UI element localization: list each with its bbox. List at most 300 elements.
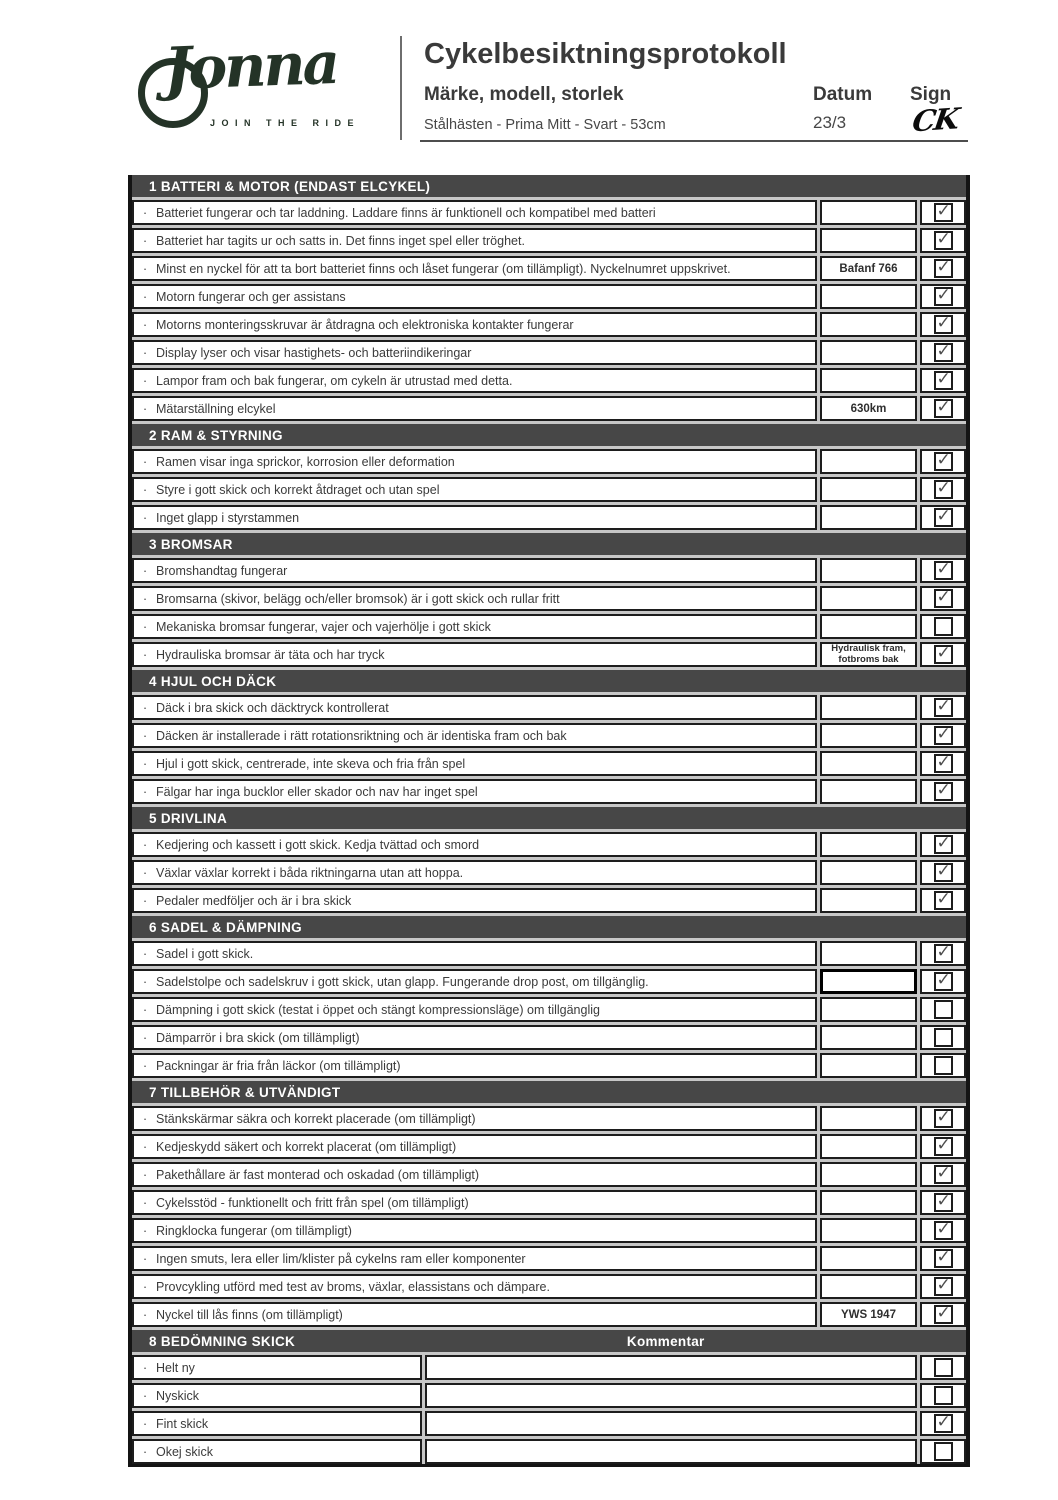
- section-header: [132, 916, 966, 938]
- checkbox[interactable]: [934, 287, 953, 306]
- check-icon: ✓: [936, 1107, 951, 1126]
- check-icon: ✓: [936, 1191, 951, 1210]
- row-label: Nyckel till lås finns (om tillämpligt): [156, 1307, 343, 1322]
- row-text-cell: [132, 1106, 817, 1131]
- checkbox-cell: [920, 832, 966, 857]
- row-label: Hydrauliska bromsar är täta och har tryck: [156, 647, 385, 662]
- table-row: [132, 779, 966, 804]
- bullet-icon: ·: [142, 946, 148, 961]
- sign-label: Sign: [910, 84, 952, 105]
- value-field[interactable]: [820, 695, 917, 720]
- value-field[interactable]: [820, 1106, 917, 1131]
- check-icon: ✓: [936, 724, 951, 743]
- checkbox[interactable]: [934, 399, 953, 418]
- check-icon: ✓: [936, 970, 951, 989]
- checkbox-cell: [920, 695, 966, 720]
- row-text-cell: [132, 832, 817, 857]
- row-text-cell: [132, 340, 817, 365]
- bike-info-value: Stålhästen - Prima Mitt - Svart - 53cm: [424, 117, 666, 133]
- row-text-cell: [132, 368, 817, 393]
- row-text-cell: [132, 1025, 817, 1050]
- date-value: 23/3: [813, 113, 847, 132]
- checkbox-cell: [920, 228, 966, 253]
- row-text-cell: [132, 477, 817, 502]
- inspection-table: [128, 175, 970, 1467]
- row-label: Display lyser och visar hastighets- och batteriindikeringar: [156, 345, 472, 360]
- bullet-icon: ·: [142, 619, 148, 634]
- row-label: Däck i bra skick och däcktryck kontrollerat: [156, 700, 389, 715]
- bullet-icon: ·: [142, 1416, 148, 1431]
- bullet-icon: ·: [142, 893, 148, 908]
- bullet-icon: ·: [142, 1139, 148, 1154]
- checkbox[interactable]: [934, 863, 953, 882]
- row-text-cell: [132, 228, 817, 253]
- table-row: [132, 558, 966, 583]
- checkbox[interactable]: [934, 1249, 953, 1268]
- row-text-cell: [132, 505, 817, 530]
- checkbox-cell: [920, 396, 966, 421]
- checkbox-cell: [920, 1025, 966, 1050]
- checkbox-cell: [920, 1355, 966, 1380]
- check-icon: ✓: [936, 341, 951, 360]
- bullet-icon: ·: [142, 1002, 148, 1017]
- row-label: Motorns monteringsskruvar är åtdragna och elektroniska kontakter fungerar: [156, 317, 574, 332]
- checkbox[interactable]: [934, 1358, 953, 1377]
- row-text-cell: [132, 256, 817, 281]
- checkbox[interactable]: [934, 1028, 953, 1047]
- check-icon: ✓: [936, 1219, 951, 1238]
- value-field[interactable]: [820, 779, 917, 804]
- row-text-cell: [132, 695, 817, 720]
- bullet-icon: ·: [142, 1251, 148, 1266]
- bullet-icon: ·: [142, 1360, 148, 1375]
- value-field[interactable]: [820, 1218, 917, 1243]
- value-field[interactable]: [820, 941, 917, 966]
- row-text-cell: [132, 860, 817, 885]
- bullet-icon: ·: [142, 1111, 148, 1126]
- checkbox-cell: [920, 368, 966, 393]
- row-text-cell: [132, 723, 817, 748]
- section-header: [132, 1330, 966, 1352]
- checkbox[interactable]: [934, 835, 953, 854]
- checkbox-cell: [920, 1246, 966, 1271]
- section-title: 5 DRIVLINA: [149, 810, 228, 826]
- comment-field[interactable]: [425, 1383, 917, 1408]
- row-label: Helt ny: [156, 1360, 195, 1375]
- row-text-cell: [132, 888, 817, 913]
- table-row: [132, 997, 966, 1022]
- value-field[interactable]: [820, 340, 917, 365]
- row-text-cell: [132, 558, 817, 583]
- checkbox[interactable]: [934, 1414, 953, 1433]
- checkbox[interactable]: [934, 371, 953, 390]
- check-icon: ✓: [936, 1275, 951, 1294]
- checkbox-cell: [920, 779, 966, 804]
- table-row: [132, 1025, 966, 1050]
- table-row: [132, 1355, 966, 1380]
- bullet-icon: ·: [142, 756, 148, 771]
- check-icon: ✓: [936, 942, 951, 961]
- checkbox-cell: [920, 723, 966, 748]
- table-row: [132, 368, 966, 393]
- section-title: 3 BROMSAR: [149, 536, 233, 552]
- checkbox[interactable]: [934, 1193, 953, 1212]
- section-header: [132, 533, 966, 555]
- checkbox-cell: [920, 1162, 966, 1187]
- checkbox-cell: [920, 1383, 966, 1408]
- check-icon: ✓: [936, 369, 951, 388]
- table-row: [132, 860, 966, 885]
- row-text-cell: [132, 969, 817, 994]
- row-label: Batteriet har tagits ur och satts in. Det finns inget spel eller tröghet.: [156, 233, 525, 248]
- value-field[interactable]: [820, 888, 917, 913]
- check-icon: ✓: [936, 1135, 951, 1154]
- value-field[interactable]: [820, 832, 917, 857]
- row-label: Pakethållare är fast monterad och oskadad (om tillämpligt): [156, 1167, 480, 1182]
- check-icon: ✓: [936, 229, 951, 248]
- value-field[interactable]: [820, 558, 917, 583]
- row-text-cell: [132, 1190, 817, 1215]
- row-text-cell: [132, 312, 817, 337]
- table-row: [132, 1383, 966, 1408]
- value-field[interactable]: [820, 860, 917, 885]
- checkbox-cell: [920, 1190, 966, 1215]
- section-title: 1 BATTERI & MOTOR (ENDAST ELCYKEL): [149, 178, 431, 194]
- value-field[interactable]: YWS 1947: [820, 1302, 917, 1327]
- row-label: Minst en nyckel för att ta bort batteriet finns och låset fungerar (om tillämpligt). Nyckelnumret uppskrivet.: [156, 261, 731, 276]
- checkbox-cell: [920, 751, 966, 776]
- section-title: 2 RAM & STYRNING: [149, 427, 283, 443]
- checkbox[interactable]: [934, 203, 953, 222]
- check-icon: ✓: [936, 1412, 951, 1431]
- bullet-icon: ·: [142, 1167, 148, 1182]
- row-text-cell: [132, 284, 817, 309]
- bullet-icon: ·: [142, 317, 148, 332]
- table-row: [132, 1134, 966, 1159]
- row-text-cell: [132, 751, 817, 776]
- table-row: [132, 941, 966, 966]
- value-field[interactable]: [820, 1190, 917, 1215]
- checkbox-cell: [920, 586, 966, 611]
- checkbox-cell: [920, 1411, 966, 1436]
- checkbox-cell: [920, 340, 966, 365]
- checkbox[interactable]: [934, 315, 953, 334]
- checkbox[interactable]: [934, 1386, 953, 1405]
- checkbox-cell: [920, 284, 966, 309]
- checkbox-cell: [920, 256, 966, 281]
- date-label: Datum: [813, 84, 873, 105]
- value-field[interactable]: [820, 505, 917, 530]
- table-row: [132, 256, 966, 281]
- check-icon: ✓: [936, 643, 951, 662]
- comment-column-header: Kommentar: [626, 1333, 705, 1349]
- row-label: Dämpning i gott skick (testat i öppet och stängt kompressionsläge) om tillgänglig: [156, 1002, 600, 1017]
- row-text-cell: [132, 1302, 817, 1327]
- checkbox-cell: [920, 200, 966, 225]
- value-field[interactable]: [820, 1246, 917, 1271]
- bullet-icon: ·: [142, 1307, 148, 1322]
- row-label: Pedaler medföljer och är i bra skick: [156, 893, 352, 908]
- checkbox[interactable]: [934, 972, 953, 991]
- bullet-icon: ·: [142, 865, 148, 880]
- bullet-icon: ·: [142, 1279, 148, 1294]
- check-icon: ✓: [936, 257, 951, 276]
- value-field[interactable]: [820, 1134, 917, 1159]
- row-label: Däcken är installerade i rätt rotationsriktning och är identiska fram och bak: [156, 728, 567, 743]
- row-label: Ringklocka fungerar (om tillämpligt): [156, 1223, 352, 1238]
- check-icon: ✓: [936, 559, 951, 578]
- table-row: [132, 340, 966, 365]
- checkbox-cell: [920, 1134, 966, 1159]
- bullet-icon: ·: [142, 289, 148, 304]
- row-label: Lampor fram och bak fungerar, om cykeln är utrustad med detta.: [156, 373, 513, 388]
- row-label: Mekaniska bromsar fungerar, vajer och vajerhölje i gott skick: [156, 619, 491, 634]
- bullet-icon: ·: [142, 345, 148, 360]
- checkbox-cell: [920, 558, 966, 583]
- row-text-cell: [132, 1218, 817, 1243]
- check-icon: ✓: [936, 833, 951, 852]
- table-row: [132, 1439, 966, 1464]
- bullet-icon: ·: [142, 700, 148, 715]
- bullet-icon: ·: [142, 974, 148, 989]
- table-row: [132, 1246, 966, 1271]
- table-row: [132, 723, 966, 748]
- table-row: [132, 614, 966, 639]
- table-row: [132, 832, 966, 857]
- row-label: Ramen visar inga sprickor, korrosion eller deformation: [156, 454, 455, 469]
- table-row: [132, 200, 966, 225]
- bullet-icon: ·: [142, 784, 148, 799]
- comment-field[interactable]: [425, 1439, 917, 1464]
- row-text-cell: [132, 449, 817, 474]
- bullet-icon: ·: [142, 1058, 148, 1073]
- checkbox[interactable]: [934, 343, 953, 362]
- bullet-icon: ·: [142, 1444, 148, 1459]
- check-icon: ✓: [936, 1303, 951, 1322]
- checkbox-cell: [920, 888, 966, 913]
- row-label: Fint skick: [156, 1416, 209, 1431]
- row-text-cell: [132, 1355, 422, 1380]
- value-field[interactable]: 630km: [820, 396, 917, 421]
- checkbox[interactable]: [934, 480, 953, 499]
- comment-field[interactable]: [425, 1411, 917, 1436]
- checkbox-cell: [920, 941, 966, 966]
- value-field[interactable]: [820, 751, 917, 776]
- row-label: Växlar växlar korrekt i båda riktningarna utan att hoppa.: [156, 865, 464, 880]
- check-icon: ✓: [936, 506, 951, 525]
- checkbox[interactable]: [934, 782, 953, 801]
- value-field[interactable]: [820, 1053, 917, 1078]
- value-field[interactable]: [820, 614, 917, 639]
- section-header: [132, 1081, 966, 1103]
- checkbox-cell: [920, 1053, 966, 1078]
- row-label: Kedjeskydd säkert och korrekt placerat (om tillämpligt): [156, 1139, 457, 1154]
- row-label: Styre i gott skick och korrekt åtdraget och utan spel: [156, 482, 440, 497]
- row-label: Provcykling utförd med test av broms, växlar, elassistans och dämpare.: [156, 1279, 550, 1294]
- bullet-icon: ·: [142, 233, 148, 248]
- section-title: 8 BEDÖMNING SKICK: [149, 1333, 296, 1349]
- checkbox-cell: [920, 312, 966, 337]
- table-row: [132, 505, 966, 530]
- row-text-cell: [132, 1053, 817, 1078]
- value-field[interactable]: [820, 1274, 917, 1299]
- checkbox[interactable]: [934, 1109, 953, 1128]
- row-text-cell: [132, 614, 817, 639]
- bullet-icon: ·: [142, 563, 148, 578]
- section-header: [132, 807, 966, 829]
- table-row: [132, 695, 966, 720]
- row-label: Batteriet fungerar och tar laddning. Laddare finns är funktionell och kompatibel med batteri: [156, 205, 656, 220]
- row-text-cell: [132, 941, 817, 966]
- checkbox-cell: [920, 614, 966, 639]
- row-text-cell: [132, 1383, 422, 1408]
- checkbox[interactable]: [934, 698, 953, 717]
- checkbox[interactable]: [934, 1305, 953, 1324]
- section-header: [132, 670, 966, 692]
- bullet-icon: ·: [142, 510, 148, 525]
- row-text-cell: [132, 1162, 817, 1187]
- row-label: Stänkskärmar säkra och korrekt placerade (om tillämpligt): [156, 1111, 476, 1126]
- checkbox-cell: [920, 1218, 966, 1243]
- row-label: Nyskick: [156, 1388, 200, 1403]
- checkbox[interactable]: [934, 1442, 953, 1461]
- value-field[interactable]: [820, 228, 917, 253]
- row-label: Mätarställning elcykel: [156, 401, 276, 416]
- table-row: [132, 396, 966, 421]
- value-field[interactable]: [820, 312, 917, 337]
- value-field[interactable]: [820, 586, 917, 611]
- section-title: 4 HJUL OCH DÄCK: [149, 673, 277, 689]
- checkbox[interactable]: [934, 1221, 953, 1240]
- value-field[interactable]: [820, 969, 917, 994]
- value-field[interactable]: [820, 723, 917, 748]
- check-icon: ✓: [936, 889, 951, 908]
- header-divider: [400, 36, 402, 140]
- checkbox[interactable]: [934, 754, 953, 773]
- value-field[interactable]: [820, 477, 917, 502]
- checkbox[interactable]: [934, 1056, 953, 1075]
- check-icon: ✓: [936, 752, 951, 771]
- row-label: Okej skick: [156, 1444, 213, 1459]
- row-text-cell: [132, 1134, 817, 1159]
- row-label: Cykelsstöd - funktionellt och fritt från spel (om tillämpligt): [156, 1195, 469, 1210]
- row-text-cell: [132, 779, 817, 804]
- bullet-icon: ·: [142, 1388, 148, 1403]
- row-label: Motorn fungerar och ger assistans: [156, 289, 346, 304]
- row-label: Kedjering och kassett i gott skick. Kedja tvättad och smord: [156, 837, 480, 852]
- page-title: Cykelbesiktningsprotokoll: [424, 38, 787, 70]
- checkbox[interactable]: [934, 1277, 953, 1296]
- section-header: [132, 424, 966, 446]
- checkbox[interactable]: [934, 645, 953, 664]
- checkbox[interactable]: [934, 1165, 953, 1184]
- bullet-icon: ·: [142, 482, 148, 497]
- row-text-cell: [132, 1274, 817, 1299]
- bullet-icon: ·: [142, 261, 148, 276]
- checkbox[interactable]: [934, 231, 953, 250]
- checkbox[interactable]: [934, 726, 953, 745]
- value-field[interactable]: [820, 997, 917, 1022]
- row-label: Bromshandtag fungerar: [156, 563, 288, 578]
- value-field[interactable]: [820, 449, 917, 474]
- checkbox[interactable]: [934, 617, 953, 636]
- checkbox-cell: [920, 505, 966, 530]
- value-field[interactable]: [820, 1025, 917, 1050]
- bullet-icon: ·: [142, 647, 148, 662]
- row-label: Sadel i gott skick.: [156, 946, 254, 961]
- row-label: Inget glapp i styrstammen: [156, 510, 300, 525]
- table-row: [132, 477, 966, 502]
- table-row: [132, 284, 966, 309]
- bullet-icon: ·: [142, 1195, 148, 1210]
- checkbox-cell: [920, 860, 966, 885]
- checkbox-cell: [920, 1439, 966, 1464]
- bike-info-label: Märke, modell, storlek: [424, 84, 624, 105]
- row-text-cell: [132, 997, 817, 1022]
- value-field[interactable]: [820, 368, 917, 393]
- brand-name: Jonna: [162, 29, 339, 103]
- row-label: Hjul i gott skick, centrerade, inte skeva och fria från spel: [156, 756, 466, 771]
- checkbox[interactable]: [934, 1000, 953, 1019]
- row-text-cell: [132, 586, 817, 611]
- checkbox-cell: [920, 477, 966, 502]
- checkbox[interactable]: [934, 452, 953, 471]
- table-row: [132, 751, 966, 776]
- checkbox-cell: [920, 642, 966, 667]
- check-icon: ✓: [936, 780, 951, 799]
- checkbox-cell: [920, 969, 966, 994]
- row-text-cell: [132, 642, 817, 667]
- check-icon: ✓: [936, 478, 951, 497]
- checkbox-cell: [920, 449, 966, 474]
- signature: CK: [910, 101, 960, 139]
- value-field[interactable]: [820, 200, 917, 225]
- value-field[interactable]: [820, 284, 917, 309]
- bullet-icon: ·: [142, 1223, 148, 1238]
- value-field[interactable]: [820, 1162, 917, 1187]
- row-text-cell: [132, 1246, 817, 1271]
- comment-field[interactable]: [425, 1355, 917, 1380]
- brand-logo: [138, 29, 398, 145]
- table-row: [132, 1190, 966, 1215]
- check-icon: ✓: [936, 1247, 951, 1266]
- checkbox[interactable]: [934, 589, 953, 608]
- check-icon: ✓: [936, 1163, 951, 1182]
- check-icon: ✓: [936, 397, 951, 416]
- checkbox[interactable]: [934, 891, 953, 910]
- checkbox[interactable]: [934, 944, 953, 963]
- row-text-cell: [132, 1411, 422, 1436]
- checkbox[interactable]: [934, 561, 953, 580]
- page-header: [0, 0, 1058, 175]
- table-row: [132, 969, 966, 994]
- checkbox-cell: [920, 997, 966, 1022]
- row-label: Bromsarna (skivor, belägg och/eller bromsok) är i gott skick och rullar fritt: [156, 591, 560, 606]
- bullet-icon: ·: [142, 373, 148, 388]
- section-title: 6 SADEL & DÄMPNING: [149, 919, 302, 935]
- table-row: [132, 1053, 966, 1078]
- row-text-cell: [132, 396, 817, 421]
- checkbox[interactable]: [934, 508, 953, 527]
- value-field[interactable]: Hydraulisk fram, fotbroms bak: [820, 642, 917, 667]
- row-label: Dämparrör i bra skick (om tillämpligt): [156, 1030, 360, 1045]
- bullet-icon: ·: [142, 591, 148, 606]
- value-field[interactable]: Bafanf 766: [820, 256, 917, 281]
- checkbox[interactable]: [934, 1137, 953, 1156]
- table-row: [132, 1106, 966, 1131]
- checkbox[interactable]: [934, 259, 953, 278]
- bullet-icon: ·: [142, 401, 148, 416]
